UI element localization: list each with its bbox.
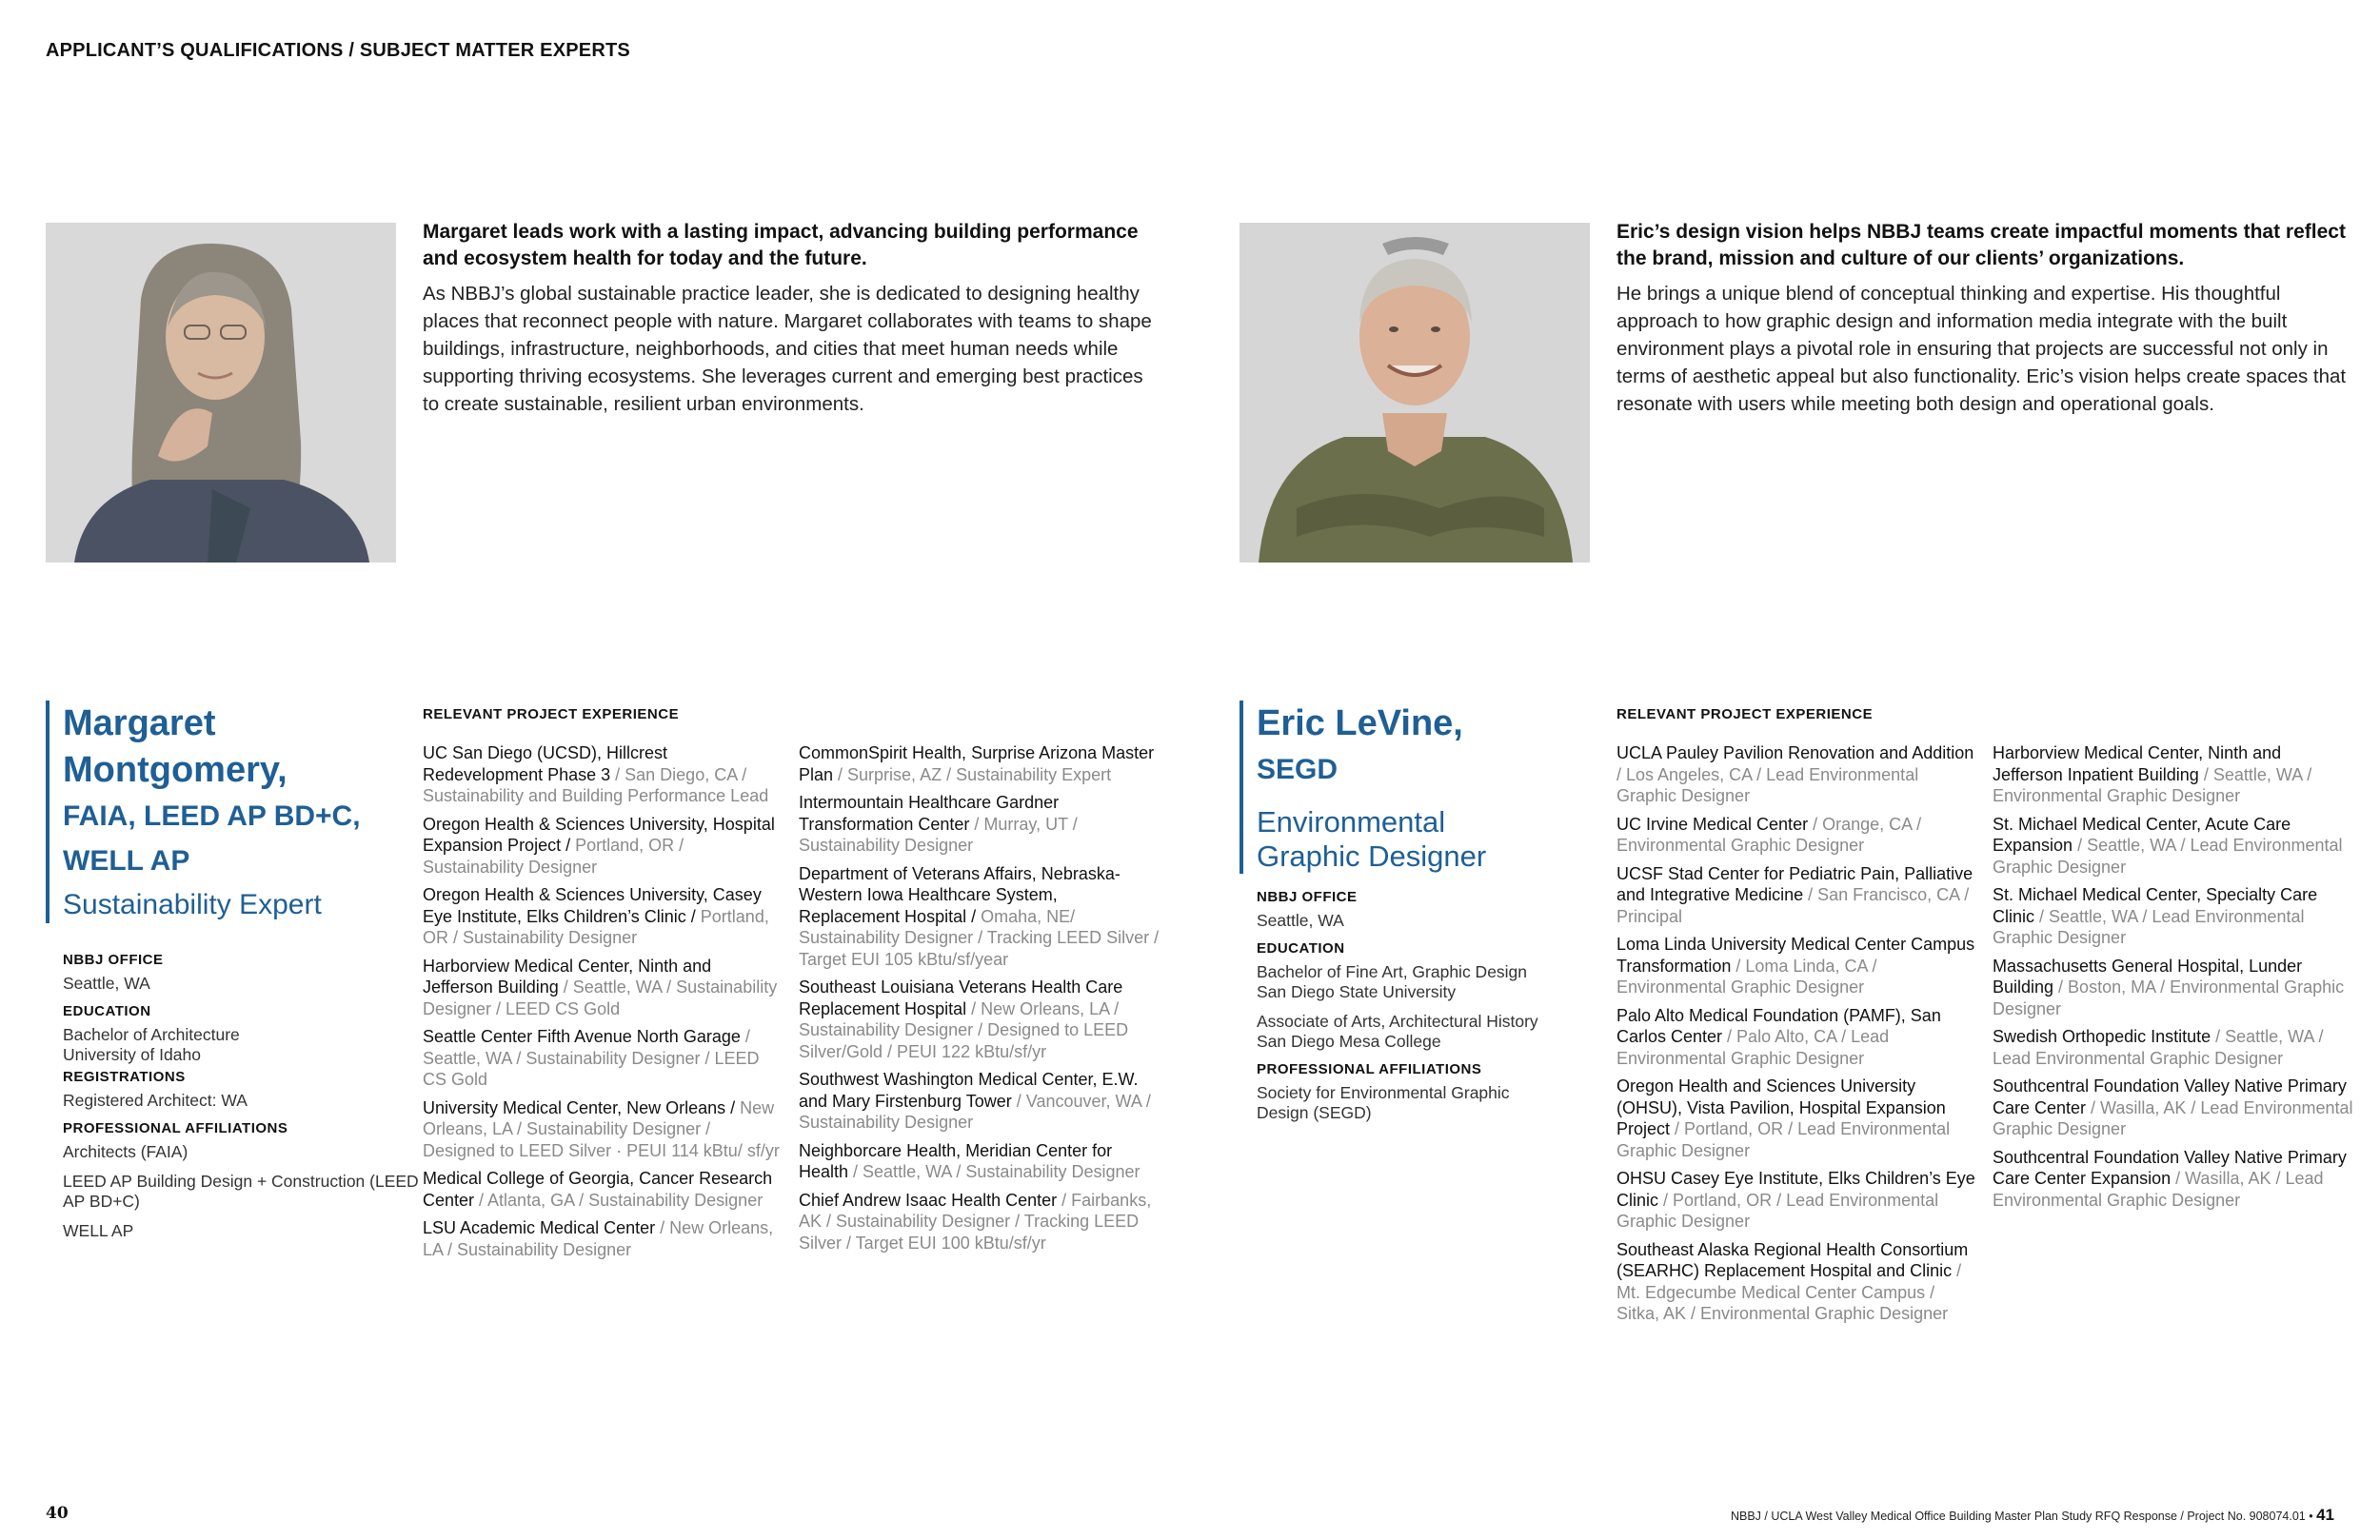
eric-name: Eric LeVine, [1257,703,1463,743]
project-detail: Portland, OR / Sustainability Designer [423,836,684,877]
eric-role-line2: Graphic Designer [1257,839,1487,873]
project-detail: / Surprise, AZ / Sustainability Expert [833,764,1112,784]
eric-education-school-1: San Diego State University [1257,982,1457,1001]
project-detail: / Seattle, WA / Sustainability Designer / LEED CS Gold [423,977,778,1018]
margaret-affiliations-label: PROFESSIONAL AFFILIATIONS [63,1120,288,1136]
project-title: Loma Linda University Medical Center Campus Transformation [1616,935,1975,976]
project-title: Medical College of Georgia, Cancer Research Center [423,1169,773,1210]
project-title: UCSF Stad Center for Pediatric Pain, Palliative and Integrative Medicine [1616,863,1973,904]
project-item [799,792,1160,857]
margaret-registrations: Registered Architect: WA [63,1091,248,1110]
eric-projects-column-1 [1616,742,1978,1332]
project-item [423,1097,784,1162]
margaret-portrait-image [46,223,396,563]
project-item [1616,934,1978,998]
project-detail: / Wasilla, AK / Lead Environmental Graphic Designer [1993,1097,2353,1138]
project-title: UCLA Pauley Pavilion Renovation and Addition [1616,743,1974,762]
project-item [1993,1026,2354,1069]
project-item [1616,1239,1978,1325]
project-item [1993,884,2354,949]
project-item [1616,863,1978,928]
project-title: Massachusetts General Hospital, Lunder Building [1993,956,2303,997]
project-title: Oregon Health and Sciences University (OHSU), Vista Pavilion, Hospital Expansion Project [1616,1076,1946,1138]
project-detail: / Seattle, WA / Sustainability Designer [848,1162,1140,1181]
project-item [423,742,784,807]
project-title: CommonSpirit Health, Surprise Arizona Master Plan [799,743,1155,784]
project-item [799,1069,1160,1134]
project-detail: / Portland, OR / Lead Environmental Graphic Designer [1616,1119,1951,1160]
project-item [1616,1005,1978,1070]
project-item [1993,1076,2354,1140]
margaret-education-school: University of Idaho [63,1045,201,1064]
project-title: St. Michael Medical Center, Specialty Care Clinic [1993,885,2318,926]
footer-text: NBBJ / UCLA West Valley Medical Office Building Master Plan Study RFQ Response / Project No. 908074.01 • [1730,1510,2313,1523]
margaret-portrait [46,223,396,563]
project-detail: Omaha, NE/ Sustainability Designer / Tracking LEED Silver / Target EUI 105 kBtu/sf/year [799,906,1160,969]
project-title: Oregon Health & Sciences University, Casey Eye Institute, Elks Children’s Clinic / [423,885,762,926]
margaret-intro [423,219,1156,418]
project-item [423,1217,784,1260]
project-item [799,1140,1160,1183]
margaret-intro-body: As NBBJ’s global sustainable practice leader, she is dedicated to designing healthy places that reconnect people with nature. Margaret collaborates with teams to shape buildings, infrastructure, neighborhoods, and cities that meet human needs while supporting thriving ecosystems. She leverages current and emerging best practices to create sustainable, resilient urban environments. [423,283,1152,415]
project-title: UC Irvine Medical Center [1616,814,1809,834]
project-title: St. Michael Medical Center, Acute Care Expansion [1993,814,2291,855]
project-item [423,814,784,879]
project-title: Palo Alto Medical Foundation (PAMF), San Carlos Center [1616,1005,1941,1046]
project-detail: / Orange, CA / Environmental Graphic Designer [1616,814,1922,855]
project-title: Seattle Center Fifth Avenue North Garage [423,1027,741,1046]
project-detail: / San Francisco, CA / Principal [1616,885,1970,926]
margaret-name-block [46,701,407,923]
project-detail: Portland, OR / Sustainability Designer [423,906,769,947]
project-detail: / Seattle, WA / Sustainability Designer / LEED CS Gold [423,1027,760,1089]
page-footer [1731,1506,2334,1525]
project-title: OHSU Casey Eye Institute, Elks Children’s Eye Clinic [1616,1169,1975,1210]
project-title: Southeast Alaska Regional Health Consortium (SEARHC) Replacement Hospital and Clinic [1616,1239,1969,1280]
project-detail: / Vancouver, WA / Sustainability Designer [799,1091,1151,1132]
project-title: Harborview Medical Center, Ninth and Jefferson Inpatient Building [1993,743,2282,784]
eric-role-line1: Environmental [1257,805,1446,839]
project-item [1993,742,2354,807]
margaret-name-line1: Margaret [63,703,216,743]
project-item [1616,814,1978,857]
eric-projects-column-2 [1993,742,2354,1217]
project-title: Department of Veterans Affairs, Nebraska-Western Iowa Healthcare System, Replacement Hospital / [799,863,1121,926]
eric-education-label: EDUCATION [1257,940,1345,957]
project-item [799,977,1160,1062]
project-title: Chief Andrew Isaac Health Center [799,1190,1058,1210]
project-item [1616,742,1978,807]
project-title: Intermountain Healthcare Gardner Transformation Center [799,793,1060,834]
project-item [423,884,784,949]
margaret-education [63,1025,425,1065]
eric-office-label: NBBJ OFFICE [1257,889,1358,905]
project-detail: / Mt. Edgecumbe Medical Center Campus / Sitka, AK / Environmental Graphic Designer [1616,1261,1962,1323]
project-item [423,1026,784,1091]
project-detail: / Portland, OR / Lead Environmental Graphic Designer [1616,1190,1939,1231]
eric-project-experience-label: RELEVANT PROJECT EXPERIENCE [1616,706,1874,722]
project-title: Southeast Louisiana Veterans Health Care Replacement Hospital [799,977,1123,1018]
margaret-intro-heading: Margaret leads work with a lasting impact, advancing building performance and ecosystem health for today and the future. [423,221,1139,269]
eric-education-2 [1257,1012,1618,1052]
project-detail: / San Diego, CA / Sustainability and Building Performance Lead [423,764,769,805]
margaret-registrations-label: REGISTRATIONS [63,1069,186,1085]
project-title: Southcentral Foundation Valley Native Primary Care Center Expansion [1993,1147,2347,1188]
project-item [1616,1076,1978,1161]
eric-affiliations-label: PROFESSIONAL AFFILIATIONS [1257,1061,1482,1077]
eric-office: Seattle, WA [1257,911,1344,930]
project-detail: / Palo Alto, CA / Lead Environmental Graphic Designer [1616,1027,1890,1068]
margaret-office-label: NBBJ OFFICE [63,952,164,968]
project-item [423,1168,784,1211]
eric-education-degree-2: Associate of Arts, Architectural History [1257,1012,1538,1031]
project-detail: / Los Angeles, CA / Lead Environmental Graphic Designer [1616,764,1919,805]
margaret-office: Seattle, WA [63,974,150,993]
project-item [1993,814,2354,879]
margaret-project-experience-label: RELEVANT PROJECT EXPERIENCE [423,706,680,722]
margaret-education-degree: Bachelor of Architecture [63,1025,240,1044]
project-detail: / Seattle, WA / Lead Environmental Graphic Designer [1993,906,2305,947]
project-detail: / Loma Linda, CA / Environmental Graphic Designer [1616,956,1877,997]
project-item [799,1190,1160,1254]
project-item [423,956,784,1020]
margaret-projects-column-1 [423,742,784,1267]
eric-credentials: SEGD [1257,754,1339,785]
project-title: Swedish Orthopedic Institute [1993,1027,2211,1046]
project-detail: / Atlanta, GA / Sustainability Designer [474,1190,764,1210]
project-title: Southcentral Foundation Valley Native Primary Care Center [1993,1076,2347,1117]
margaret-projects-column-2 [799,742,1160,1260]
eric-education-degree-1: Bachelor of Fine Art, Graphic Design [1257,962,1528,981]
eric-intro-body: He brings a unique blend of conceptual thinking and expertise. His thoughtful approach to how graphic design and information media integrate with the built environment plays a pivotal role in ensuring that projects are successful not only in terms of aesthetic appeal but also functionality. Eric’s vision helps create spaces that resonate with users while meeting both design and operational goals. [1616,283,2347,415]
eric-intro [1616,219,2350,418]
margaret-affiliation: WELL AP [63,1221,134,1240]
eric-education-1 [1257,962,1618,1002]
eric-education-school-2: San Diego Mesa College [1257,1032,1441,1051]
project-item [799,742,1160,785]
project-detail: / New Orleans, LA / Sustainability Designer [423,1218,774,1259]
margaret-role: Sustainability Expert [63,889,322,920]
project-detail: / Seattle, WA / Lead Environmental Graphic Designer [1993,1027,2324,1068]
eric-name-block [1240,701,1601,874]
project-title: University Medical Center, New Orleans / [423,1097,736,1117]
project-title: LSU Academic Medical Center [423,1218,656,1237]
project-detail: / New Orleans, LA / Sustainability Designer / Designed to LEED Silver/Gold / PEUI 122 kBtu/sf/yr [799,998,1129,1061]
eric-portrait-image [1240,223,1590,563]
eric-portrait [1240,223,1590,563]
margaret-details [63,952,425,1251]
margaret-credentials-line1: FAIA, LEED AP BD+C, [63,800,361,832]
project-title: Harborview Medical Center, Ninth and Jefferson Building [423,956,712,997]
page-header: APPLICANT’S QUALIFICATIONS / SUBJECT MATTER EXPERTS [46,40,630,61]
project-title: UC San Diego (UCSD), Hillcrest Redevelopment Phase 3 [423,743,668,784]
margaret-name-line2: Montgomery, [63,750,288,790]
project-detail: / Seattle, WA / Environmental Graphic Designer [1993,764,2312,805]
eric-affiliation: Society for Environmental Graphic Design (SEGD) [1257,1083,1510,1122]
eric-intro-heading: Eric’s design vision helps NBBJ teams create impactful moments that reflect the brand, mission and culture of our clients’ organizations. [1616,221,2346,269]
project-detail: / Fairbanks, AK / Sustainability Designer / Tracking LEED Silver / Target EUI 100 kBtu/sf/yr [799,1190,1152,1253]
project-item [799,863,1160,971]
project-detail: / Murray, UT / Sustainability Designer [799,814,1078,855]
project-detail: / Wasilla, AK / Lead Environmental Graphic Designer [1993,1169,2324,1210]
margaret-affiliation: Architects (FAIA) [63,1142,188,1161]
project-item [1616,1168,1978,1233]
margaret-affiliation: LEED AP Building Design + Construction (LEED AP BD+C) [63,1172,419,1211]
project-detail: / Boston, MA / Environmental Graphic Designer [1993,977,2345,1018]
page-number-left: 40 [46,1504,69,1523]
page-number-right: 41 [2316,1506,2334,1524]
project-title: Southwest Washington Medical Center, E.W. and Mary Firstenburg Tower [799,1070,1139,1111]
eric-details [1257,889,1618,1133]
project-detail: New Orleans, LA / Sustainability Designer / Designed to LEED Silver · PEUI 114 kBtu/ sf/yr [423,1097,780,1160]
project-title: Neighborcare Health, Meridian Center for Health [799,1140,1113,1181]
project-item [1993,1147,2354,1212]
margaret-education-label: EDUCATION [63,1003,151,1019]
project-item [1993,956,2354,1020]
project-title: Oregon Health & Sciences University, Hospital Expansion Project / [423,814,775,855]
project-detail: / Seattle, WA / Lead Environmental Graphic Designer [1993,836,2343,877]
margaret-credentials-line2: WELL AP [63,845,190,877]
